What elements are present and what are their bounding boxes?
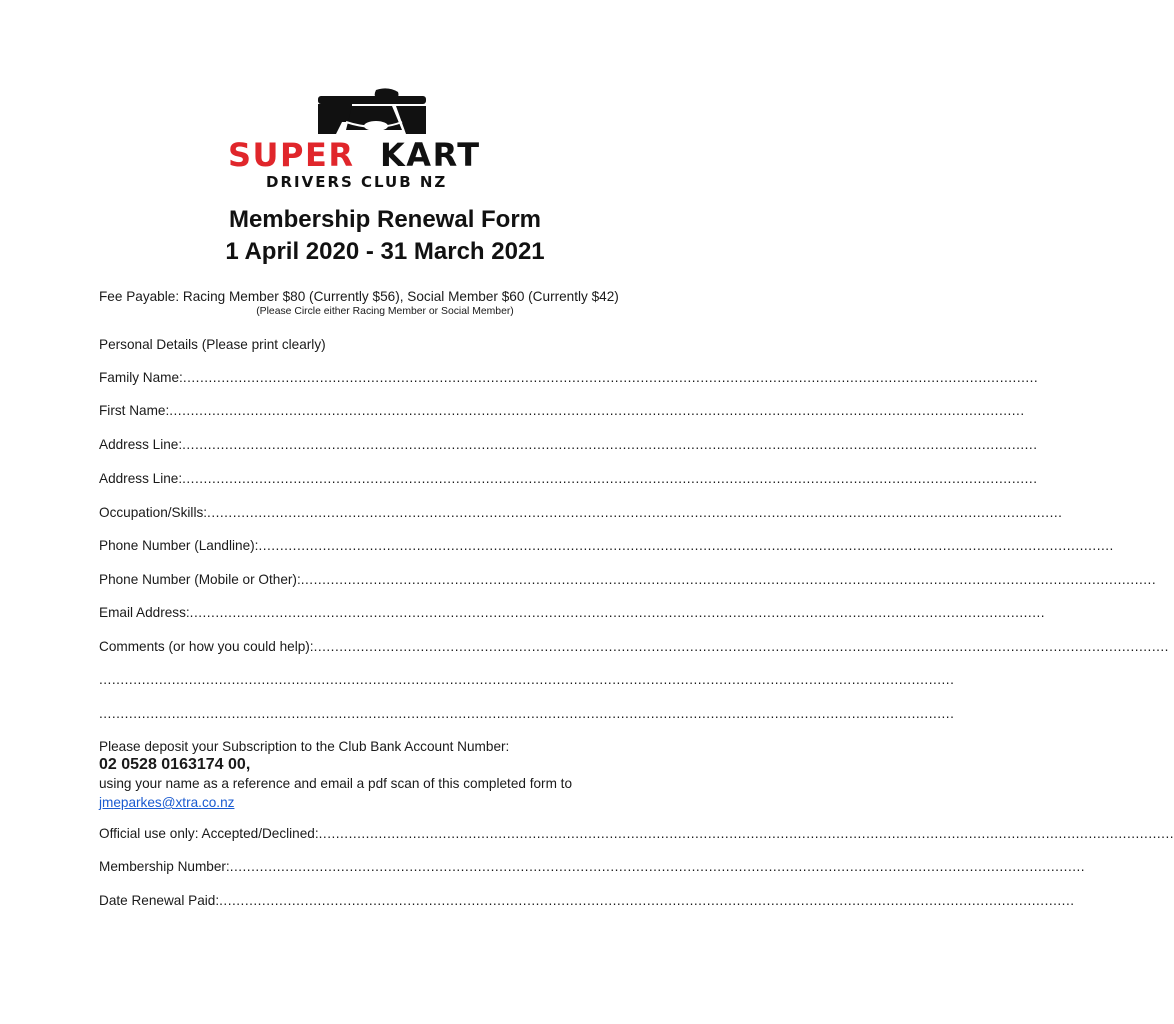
form-period: 1 April 2020 - 31 March 2021: [225, 238, 545, 265]
fee-payable-text: Fee Payable: Racing Member $80 (Currently $56), Social Member $60 (Currently $42): [99, 289, 619, 304]
phone-landline-blank-line[interactable]: ........................................................................................................................................................................................................: [258, 538, 1114, 553]
email-address-blank-line[interactable]: ........................................................................................................................................................................................................: [189, 605, 1046, 620]
comments-blank-line-2[interactable]: ........................................................................................................................................................................................................: [99, 672, 955, 687]
official-use-field[interactable]: [99, 826, 1174, 841]
phone-landline-field[interactable]: [99, 538, 1114, 553]
family-name-blank-line[interactable]: ........................................................................................................................................................................................................: [182, 370, 1039, 385]
family-name-label: Family Name:: [99, 370, 183, 385]
superkart-logo: [226, 86, 522, 190]
address-line-1-blank-line[interactable]: ........................................................................................................................................................................................................: [182, 437, 1038, 452]
first-name-blank-line[interactable]: ........................................................................................................................................................................................................: [169, 403, 1025, 418]
membership-number-field[interactable]: [99, 859, 1086, 874]
membership-number-blank-line[interactable]: ........................................................................................................................................................................................................: [229, 859, 1086, 874]
phone-landline-label: Phone Number (Landline):: [99, 538, 259, 553]
occupation-field[interactable]: [99, 505, 1063, 520]
comments-extra-line-2[interactable]: [99, 706, 955, 721]
comments-blank-line[interactable]: ........................................................................................................................................................................................................: [313, 639, 1169, 654]
bank-account-number: 02 0528 0163174 00,: [99, 756, 251, 773]
phone-mobile-blank-line[interactable]: ........................................................................................................................................................................................................: [300, 572, 1157, 587]
personal-details-heading: Personal Details (Please print clearly): [99, 337, 326, 352]
address-line-1-label: Address Line:: [99, 437, 183, 452]
email-address-field[interactable]: [99, 605, 1046, 620]
occupation-blank-line[interactable]: ........................................................................................................................................................................................................: [207, 505, 1063, 520]
contact-email-link[interactable]: jmeparkes@xtra.co.nz: [99, 795, 235, 810]
phone-mobile-label: Phone Number (Mobile or Other):: [99, 572, 301, 587]
logo-kart-text: KART: [380, 136, 481, 174]
date-renewal-paid-field[interactable]: [99, 893, 1075, 908]
phone-mobile-field[interactable]: [99, 572, 1157, 587]
address-line-2-label: Address Line:: [99, 471, 183, 486]
date-renewal-paid-blank-line[interactable]: ........................................................................................................................................................................................................: [219, 893, 1075, 908]
first-name-field[interactable]: [99, 403, 1025, 418]
comments-label: Comments (or how you could help):: [99, 639, 314, 654]
first-name-label: First Name:: [99, 403, 170, 418]
official-use-label: Official use only: Accepted/Declined:: [99, 826, 319, 841]
comments-field[interactable]: [99, 639, 1169, 654]
logo-subtitle-text: DRIVERS CLUB NZ: [266, 173, 448, 191]
occupation-label: Occupation/Skills:: [99, 505, 208, 520]
circle-instruction-note: (Please Circle either Racing Member or Social Member): [256, 306, 514, 317]
membership-number-label: Membership Number:: [99, 859, 230, 874]
date-renewal-paid-label: Date Renewal Paid:: [99, 893, 220, 908]
address-line-2-blank-line[interactable]: ........................................................................................................................................................................................................: [182, 471, 1038, 486]
logo-super-text: SUPER: [228, 136, 355, 174]
comments-extra-line-1[interactable]: [99, 672, 955, 687]
address-line-2-field[interactable]: [99, 471, 1038, 486]
family-name-field[interactable]: [99, 370, 1039, 385]
form-title: Membership Renewal Form: [228, 206, 542, 233]
reference-instruction: using your name as a reference and email a pdf scan of this completed form to: [99, 776, 573, 791]
official-use-blank-line[interactable]: ........................................................................................................................................................................................................: [318, 826, 1174, 841]
email-address-label: Email Address:: [99, 605, 190, 620]
deposit-instruction: Please deposit your Subscription to the Club Bank Account Number:: [99, 739, 510, 754]
address-line-1-field[interactable]: [99, 437, 1038, 452]
comments-blank-line-3[interactable]: ........................................................................................................................................................................................................: [99, 706, 955, 721]
kart-graphic-icon: [318, 88, 426, 134]
